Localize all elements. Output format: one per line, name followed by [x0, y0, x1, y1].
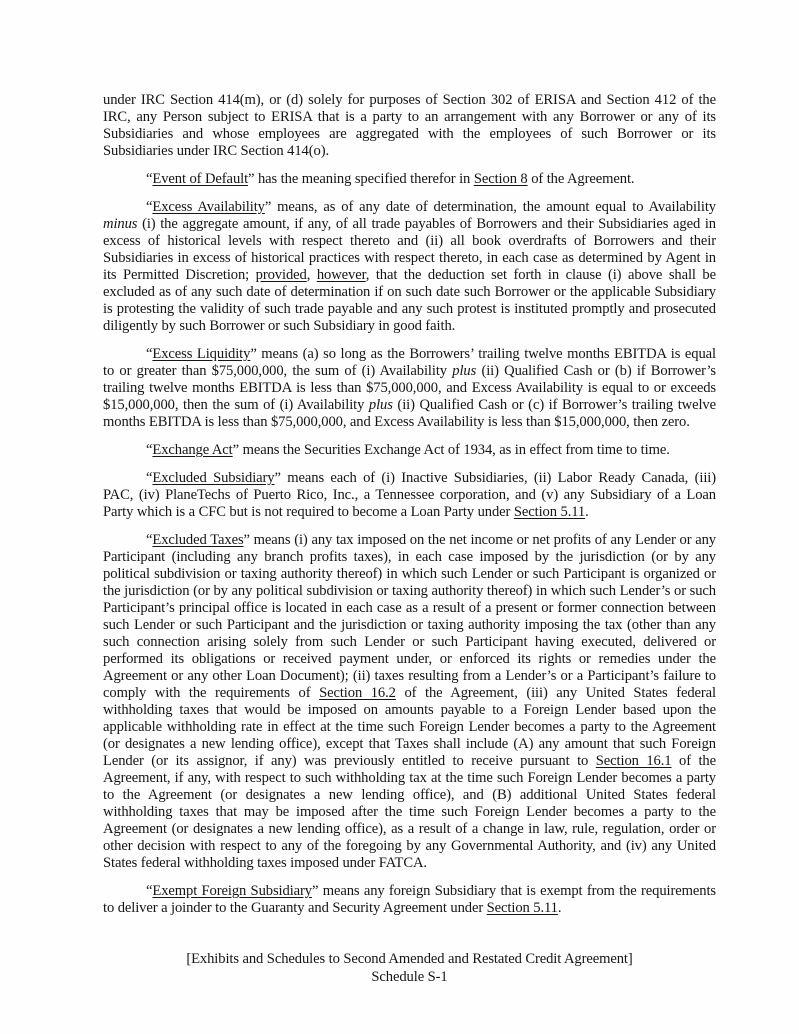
text-run: ” means each of (i) Inactive Subsidiaries, (ii) Labor Ready Canada, (iii) PAC, (iv) PlaneTechs of Puerto Rico, Inc., a Tennessee corporation, and (v) any Subsidiary of a Loan Party which is a CFC but is not required to become a Loan Party under — [103, 470, 716, 520]
underlined-term: Section 5.11 — [513, 504, 586, 520]
text-run: “ — [146, 171, 153, 187]
underlined-term: provided — [255, 267, 307, 283]
underlined-term: Excess Availability — [152, 199, 265, 215]
text-run: “ — [146, 532, 153, 548]
text-run: ” means (i) any tax imposed on the net income or net profits of any Lender or any Participant (including any branch profits taxes), in each case imposed by the jurisdiction (or by any political subdivision or taxing authority thereof) in which such Lender or such Participant is organized or the jurisdiction (or by any political subdivision or taxing authority thereof) in which such Lender’s or such Participant’s principal office is located in each case as a result of a present or former connection between such Lender or such Participant and the jurisdiction or taxing authority imposing the tax (other than any such connection arising solely from such Lender or such Participant having executed, delivered or performed its obligations or received payment under, or enforced its rights or remedies under the Agreement or any other Loan Document); (ii) taxes resulting from a Lender’s or a Participant’s failure to comply with the requirements of — [103, 532, 716, 701]
italic-term: minus — [103, 216, 138, 232]
underlined-term: Section 5.11 — [486, 900, 558, 916]
paragraph-5 — [103, 470, 716, 521]
underlined-term: Section 16.2 — [319, 685, 396, 701]
paragraph-7 — [103, 883, 716, 917]
underlined-term: Excess Liquidity — [152, 346, 251, 362]
text-run: under IRC Section 414(m), or (d) solely for purposes of Section 302 of ERISA and Section 412 of the IRC, any Person subject to ERISA that is a party to an arrangement with any Borrower or any of its Subsidiaries and whose employees are aggregated with the employees of such Borrower or its Subsidiaries under IRC Section 414(o). — [103, 92, 716, 159]
underlined-term: Exempt Foreign Subsidiary — [152, 883, 312, 899]
text-run: , — [306, 267, 317, 283]
text-run: ” means, as of any date of determination, the amount equal to Availability — [264, 199, 716, 215]
footer-exhibits-note: [Exhibits and Schedules to Second Amended and Restated Credit Agreement] — [186, 951, 633, 967]
paragraph-1 — [103, 171, 716, 188]
text-run: “ — [146, 470, 153, 486]
paragraph-2 — [103, 199, 716, 335]
paragraph-6 — [103, 532, 716, 872]
text-run: ” means the Securities Exchange Act of 1934, as in effect from time to time. — [232, 442, 670, 458]
underlined-term: however — [316, 267, 366, 283]
paragraph-0 — [103, 92, 716, 160]
text-run: . — [557, 900, 562, 916]
text-run: (ii) Qualified Cash or (b) if Borrower’s trailing twelve months EBITDA is less than $75,000,000, and Excess Availability is equal to or exceeds $15,000,000, then the sum of (i) Availability — [103, 363, 717, 413]
italic-term: plus — [368, 397, 393, 413]
italic-term: plus — [452, 363, 477, 379]
underlined-term: Excluded Subsidiary — [152, 470, 275, 486]
text-run: (ii) Qualified Cash or (c) if Borrower’s trailing twelve months EBITDA is less than $75,000,000, and Excess Availability is less than $15,000,000, then zero. — [103, 397, 717, 430]
page-footer — [103, 950, 716, 986]
text-run: of the Agreement, if any, with respect to such withholding tax at the time such Foreign Lender becomes a party to the Agreement (or designates a new lending office), and (B) additional United States federal withholding taxes that may be imposed after the time such Foreign Lender becomes a party to the Agreement (or designates a new lending office), as a result of a change in law, rule, regulation, order or other decision with respect to any of the foregoing by any Governmental Authority, and (iv) any United States federal withholding taxes imposed under FATCA. — [103, 753, 717, 871]
paragraph-4 — [103, 442, 716, 459]
underlined-term: Excluded Taxes — [152, 532, 244, 548]
paragraph-3 — [103, 346, 716, 431]
text-run: “ — [146, 199, 153, 215]
text-run: ” means any foreign Subsidiary that is exempt from the requirements to deliver a joinder to the Guaranty and Security Agreement under — [103, 883, 716, 916]
document-body — [103, 92, 716, 917]
underlined-term: Exchange Act — [152, 442, 233, 458]
text-run: of the Agreement. — [527, 171, 635, 187]
text-run: . — [585, 504, 589, 520]
underlined-term: Section 8 — [473, 171, 528, 187]
footer-schedule-label: Schedule S-1 — [371, 969, 448, 985]
text-run: of the Agreement, (iii) any United States federal withholding taxes that would be imposed on amounts payable to a Foreign Lender based upon the applicable withholding rate in effect at the time such Foreign Lender becomes a party to the Agreement (or designates a new lending office), except that Taxes shall include (A) any amount that such Foreign Lender (or its assignor, if any) was previously entitled to receive pursuant to — [103, 685, 716, 769]
text-run: “ — [146, 883, 153, 899]
text-run: “ — [146, 442, 153, 458]
underlined-term: Section 16.1 — [595, 753, 672, 769]
text-run: ” has the meaning specified therefor in — [248, 171, 474, 187]
text-run: “ — [146, 346, 153, 362]
underlined-term: Event of Default — [152, 171, 249, 187]
text-run: , that the deduction set forth in clause (i) above shall be excluded as of any such date of determination if on such date such Borrower or the applicable Subsidiary is protesting the validity of such trade payable and any such protest is instituted promptly and prosecuted diligently by such Borrower or such Subsidiary in good faith. — [103, 267, 716, 334]
text-run: (i) the aggregate amount, if any, of all trade payables of Borrowers and their Subsidiaries aged in excess of historical levels with respect thereto and (ii) all book overdrafts of Borrowers and their Subsidiaries in excess of historical practices with respect thereto, in each case as determined by Agent in its Permitted Discretion; — [103, 216, 716, 283]
text-run: ” means (a) so long as the Borrowers’ trailing twelve months EBITDA is equal to or greater than $75,000,000, the sum of (i) Availability — [103, 346, 716, 379]
